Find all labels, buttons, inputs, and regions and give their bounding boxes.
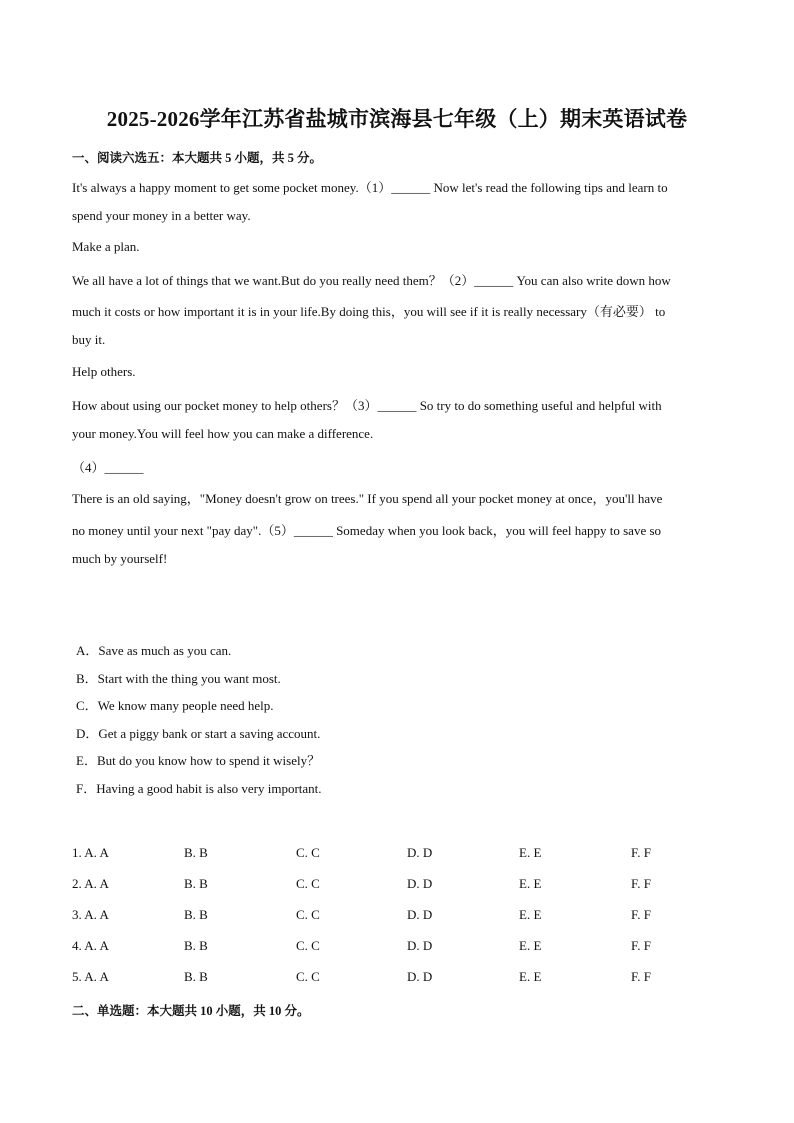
answer-choice[interactable]: E. E <box>519 969 542 984</box>
answer-choice[interactable]: F. F <box>631 938 651 953</box>
answer-choice[interactable]: F. F <box>631 845 651 860</box>
answer-choice[interactable]: F. F <box>631 907 651 922</box>
answer-choice[interactable]: E. E <box>519 845 542 860</box>
section-1-heading: 一、阅读六选五：本大题共 5 小题，共 5 分。 <box>72 151 323 165</box>
answer-choice[interactable]: F. F <box>631 876 651 891</box>
answer-choice[interactable]: C. C <box>296 876 320 891</box>
answer-choice[interactable]: C. C <box>296 907 320 922</box>
answer-choice[interactable]: B. B <box>184 845 208 860</box>
answer-choice[interactable]: E. E <box>519 907 542 922</box>
passage-line: It's always a happy moment to get some pocket money.（1）______ Now let's read the following tips and learn to <box>72 180 668 195</box>
answer-choice[interactable]: C. C <box>296 845 320 860</box>
answer-choice[interactable]: 1. A. A <box>72 845 109 860</box>
passage-line: spend your money in a better way. <box>72 208 251 223</box>
answer-choice[interactable]: F. F <box>631 969 651 984</box>
answer-choice[interactable]: D. D <box>407 938 433 953</box>
option-f: F．Having a good habit is also very important. <box>76 781 322 796</box>
option-b: B．Start with the thing you want most. <box>76 671 281 686</box>
answer-choice[interactable]: C. C <box>296 938 320 953</box>
option-e: E．But do you know how to spend it wisely？ <box>76 753 321 768</box>
answer-choice[interactable]: B. B <box>184 969 208 984</box>
answer-choice[interactable]: D. D <box>407 876 433 891</box>
section-2-heading: 二、单选题：本大题共 10 小题，共 10 分。 <box>72 1004 310 1018</box>
passage-line: Help others. <box>72 364 136 379</box>
option-a: A．Save as much as you can. <box>76 643 232 658</box>
passage-line: （4）______ <box>72 460 144 475</box>
answer-choice[interactable]: C. C <box>296 969 320 984</box>
answer-choice[interactable]: 4. A. A <box>72 938 109 953</box>
passage-line: There is an old saying，"Money doesn't grow on trees." If you spend all your pocket money at once，you'll have <box>72 491 663 506</box>
answer-choice[interactable]: 2. A. A <box>72 876 109 891</box>
passage-line: How about using our pocket money to help others？（3）______ So try to do something useful and helpful with <box>72 398 662 413</box>
passage-line: much by yourself! <box>72 551 168 566</box>
answer-choice[interactable]: D. D <box>407 845 433 860</box>
passage-line: your money.You will feel how you can make a difference. <box>72 426 374 441</box>
exam-title: 2025-2026学年江苏省盐城市滨海县七年级（上）期末英语试卷 <box>106 107 688 131</box>
answer-row-5 <box>72 969 732 1000</box>
answer-choice[interactable]: 5. A. A <box>72 969 109 984</box>
answer-choice[interactable]: D. D <box>407 907 433 922</box>
answer-choice[interactable]: B. B <box>184 907 208 922</box>
answer-choices-table <box>72 845 732 1000</box>
passage-line: no money until your next "pay day".（5）______ Someday when you look back，you will feel happy to save so <box>72 523 662 538</box>
answer-choice[interactable]: E. E <box>519 876 542 891</box>
answer-row-3 <box>72 907 732 938</box>
passage-line: We all have a lot of things that we want.But do you really need them？（2）______ You can also write down how <box>72 273 671 288</box>
passage-line: much it costs or how important it is in your life.By doing this，you will see if it is really necessary（有必要） to <box>72 304 666 319</box>
answer-choice[interactable]: B. B <box>184 938 208 953</box>
answer-choice[interactable]: E. E <box>519 938 542 953</box>
answer-choice[interactable]: B. B <box>184 876 208 891</box>
passage-line: Make a plan. <box>72 239 140 254</box>
answer-choice[interactable]: 3. A. A <box>72 907 109 922</box>
answer-row-4 <box>72 938 732 969</box>
option-d: D．Get a piggy bank or start a saving account. <box>76 726 321 741</box>
answer-row-1 <box>72 845 732 876</box>
answer-choice[interactable]: D. D <box>407 969 433 984</box>
option-c: C．We know many people need help. <box>76 698 274 713</box>
answer-row-2 <box>72 876 732 907</box>
passage-line: buy it. <box>72 332 106 347</box>
